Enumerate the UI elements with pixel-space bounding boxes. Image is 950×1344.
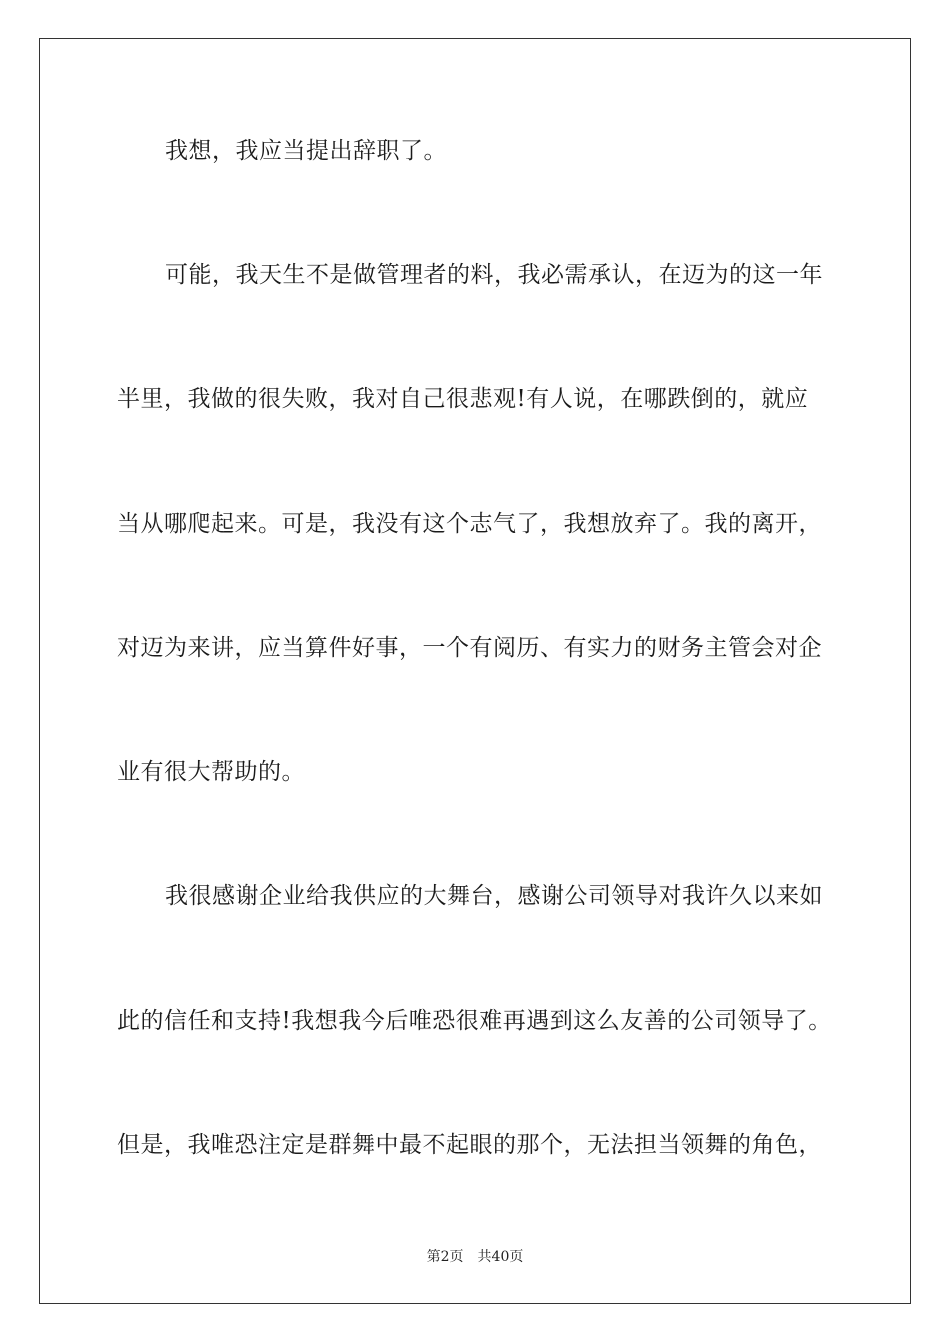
paragraph-2-line-3: 当从哪爬起来。可是，我没有这个志气了，我想放弃了。我的离开， — [117, 511, 822, 537]
paragraph-2-line-4: 对迈为来讲，应当算件好事，一个有阅历、有实力的财务主管会对企 — [117, 635, 822, 661]
page-border — [39, 38, 911, 1304]
paragraph-2-line-5: 业有很大帮助的。 — [117, 759, 305, 785]
paragraph-1-line-1: 我想，我应当提出辞职了。 — [165, 138, 447, 164]
total-pages: 共40页 — [477, 1249, 524, 1265]
page-number: 第2页 — [426, 1249, 464, 1265]
page-footer — [0, 1248, 950, 1266]
paragraph-3-line-1: 我很感谢企业给我供应的大舞台，感谢公司领导对我许久以来如 — [165, 883, 823, 909]
paragraph-3-line-3: 但是，我唯恐注定是群舞中最不起眼的那个，无法担当领舞的角色， — [117, 1132, 822, 1158]
paragraph-3-line-2: 此的信任和支持!我想我今后唯恐很难再遇到这么友善的公司领导了。 — [117, 1008, 832, 1034]
paragraph-2-line-1: 可能，我天生不是做管理者的料，我必需承认，在迈为的这一年 — [165, 262, 823, 288]
paragraph-2-line-2: 半里，我做的很失败，我对自己很悲观!有人说，在哪跌倒的，就应 — [117, 386, 809, 412]
